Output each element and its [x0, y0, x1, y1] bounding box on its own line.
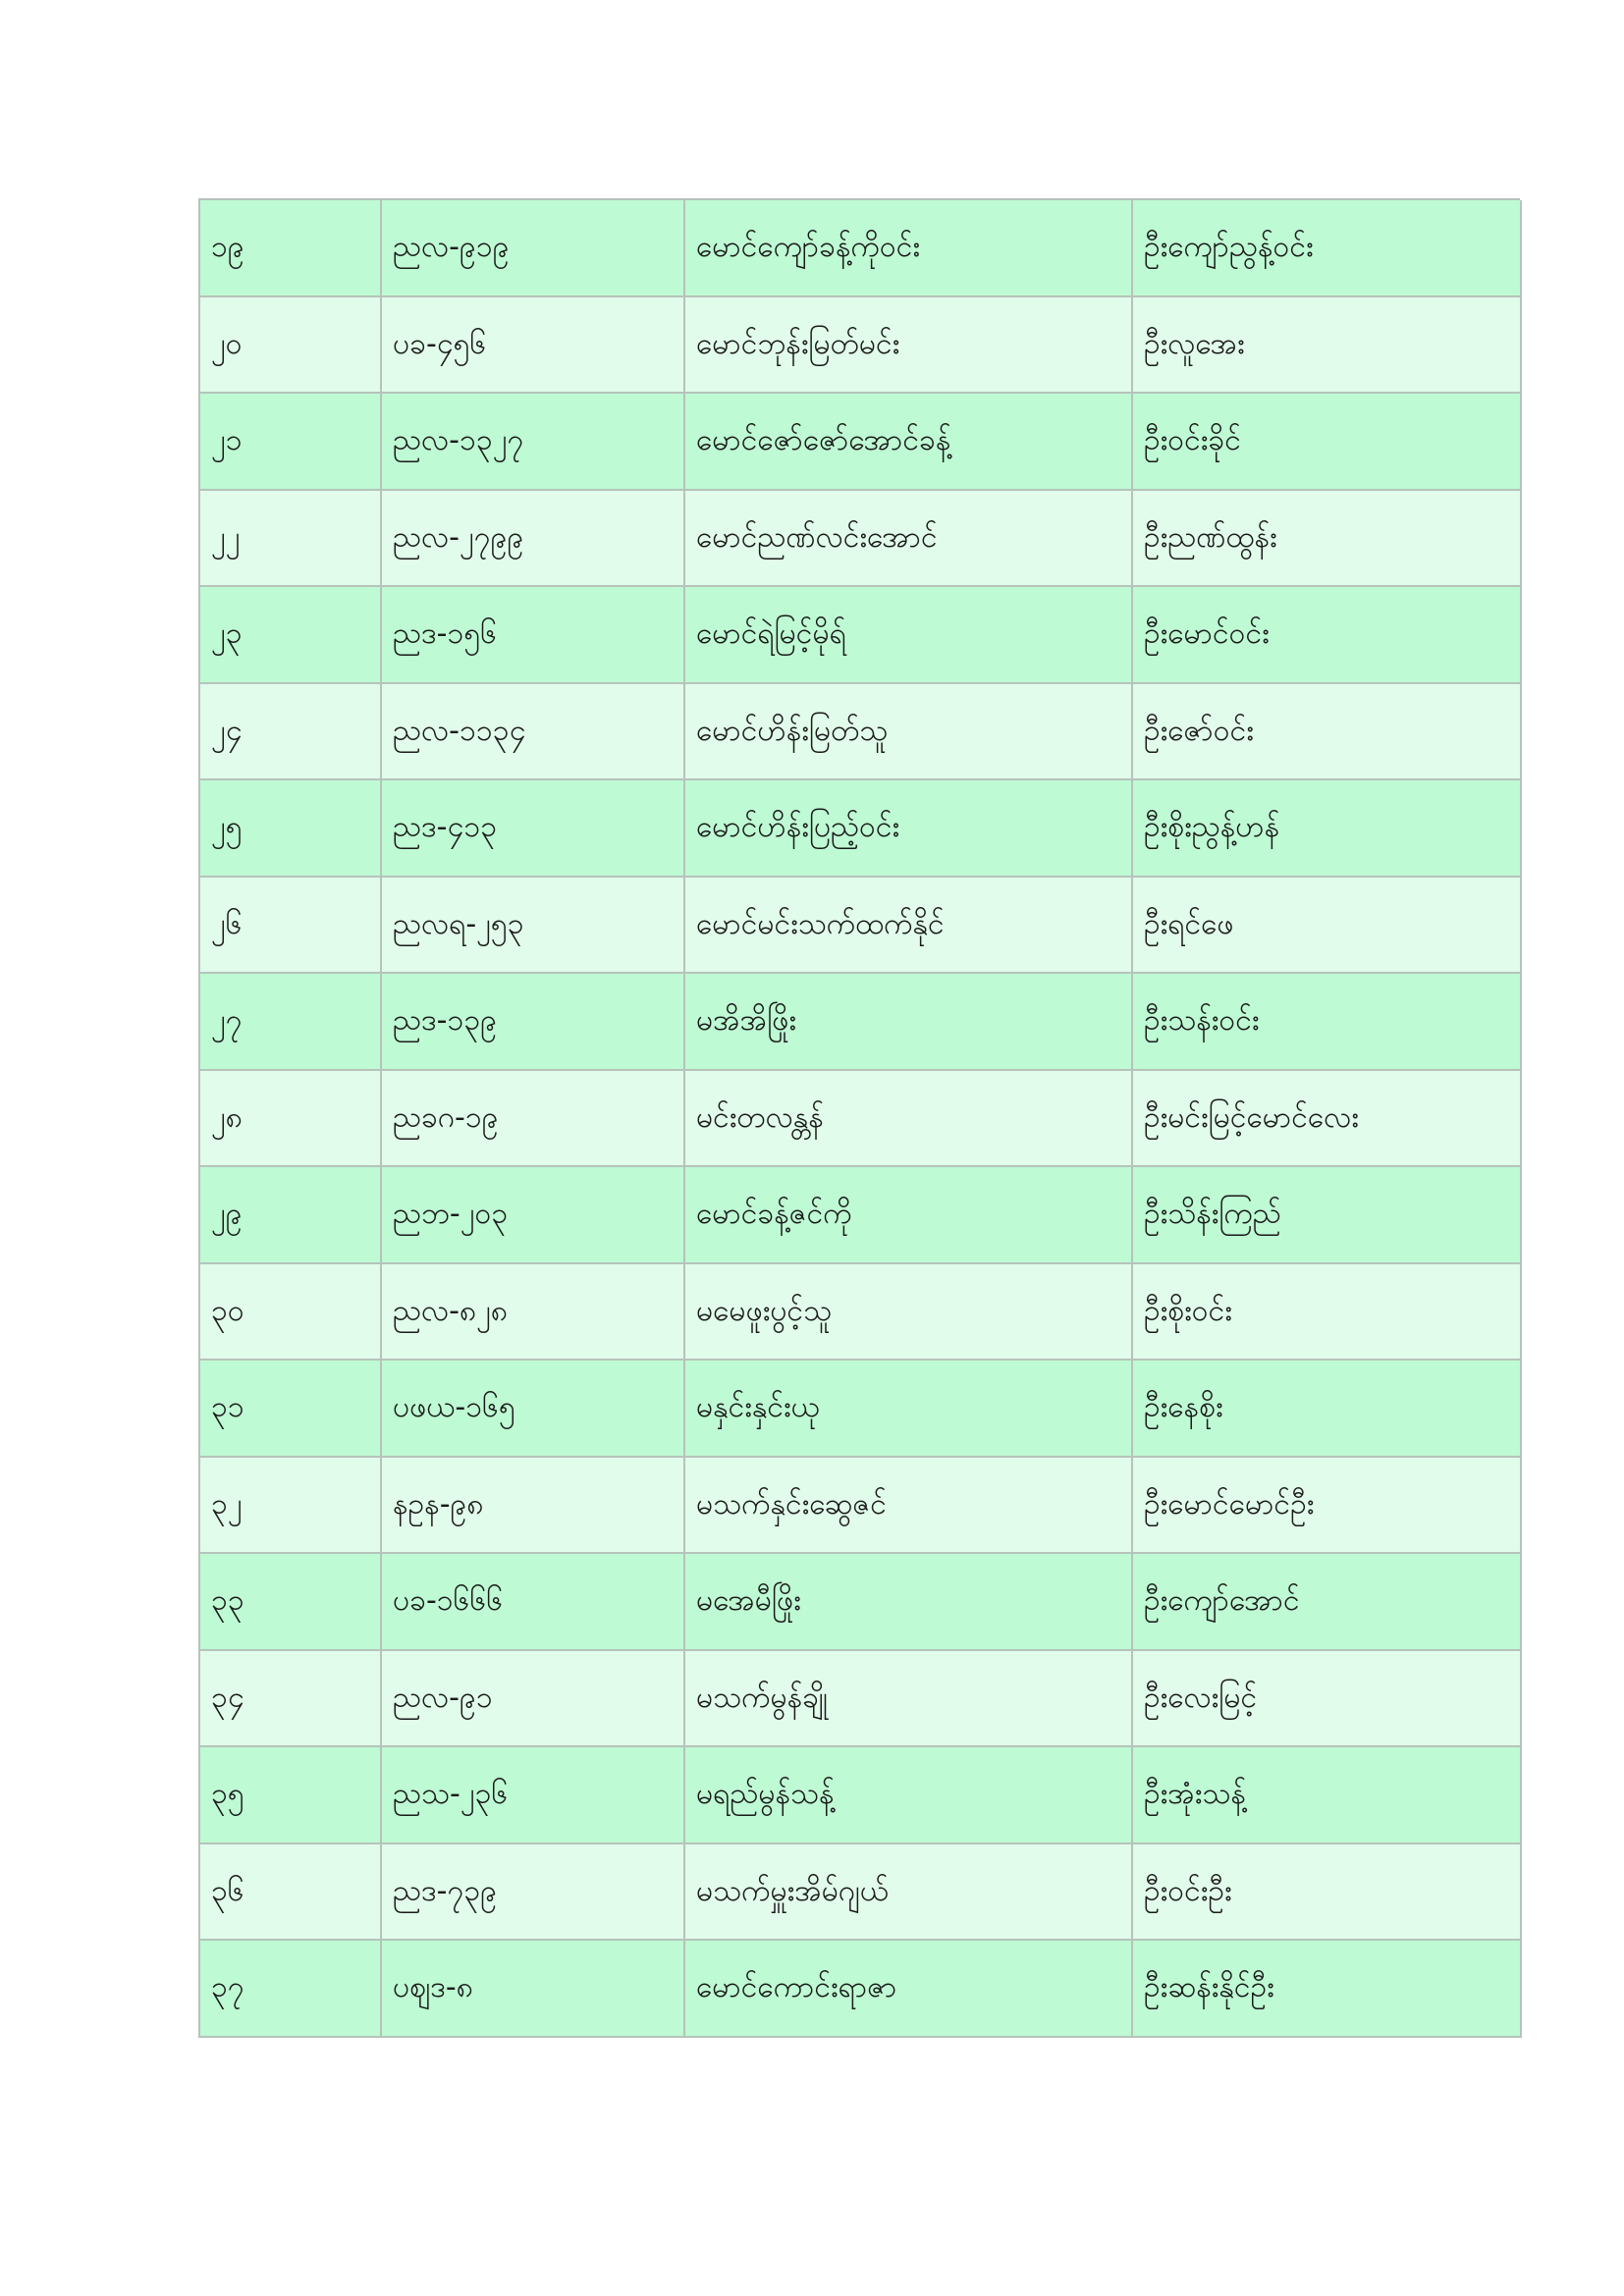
father-name-cell: ဦးကျော်ညွန့်ဝင်း [1133, 200, 1522, 297]
father-name-cell: ဦးဆန်းနိုင်ဦး [1133, 1941, 1522, 2038]
student-name-cell: မောင်ကောင်းရာဇာ [685, 1941, 1133, 2038]
row-number-cell: ၂၃ [200, 587, 382, 684]
row-number-cell: ၂၅ [200, 780, 382, 878]
row-number-cell: ၃၅ [200, 1747, 382, 1844]
nrc-cell: ညဒ-၄၁၃ [382, 780, 685, 878]
father-name-cell: ဦးစိုးဝင်း [1133, 1264, 1522, 1362]
father-name-cell: ဦးဝင်းဦး [1133, 1844, 1522, 1942]
student-name-cell: မအေမီဖြိုး [685, 1554, 1133, 1651]
student-name-cell: မနှင်းနှင်းယု [685, 1361, 1133, 1458]
row-number-cell: ၂၆ [200, 878, 382, 975]
nrc-cell: ညလ-၉၁ [382, 1651, 685, 1748]
row-number-cell: ၂၇ [200, 974, 382, 1071]
father-name-cell: ဦးနေစိုး [1133, 1361, 1522, 1458]
nrc-cell: ညလ-၂၇၉၉ [382, 491, 685, 588]
nrc-cell: ညဒ-၇၃၉ [382, 1844, 685, 1942]
row-number-cell: ၃၇ [200, 1941, 382, 2038]
row-number-cell: ၂၈ [200, 1071, 382, 1168]
nrc-cell: ညလရ-၂၅၃ [382, 878, 685, 975]
father-name-cell: ဦးဝင်းခိုင် [1133, 394, 1522, 491]
father-name-cell: ဦးရင်ဖေ [1133, 878, 1522, 975]
student-name-cell: မင်းတလန္တန် [685, 1071, 1133, 1168]
row-number-cell: ၂၂ [200, 491, 382, 588]
father-name-cell: ဦးလေးမြင့် [1133, 1651, 1522, 1748]
row-number-cell: ၁၉ [200, 200, 382, 297]
father-name-cell: ဦးလူအေး [1133, 297, 1522, 395]
nrc-cell: ညဘ-၂၀၃ [382, 1167, 685, 1264]
nrc-cell: ညသ-၂၃၆ [382, 1747, 685, 1844]
nrc-cell: ညလ-၉၁၉ [382, 200, 685, 297]
student-name-cell: မရည်မွန်သန့် [685, 1747, 1133, 1844]
student-name-cell: မအိအိဖြိုး [685, 974, 1133, 1071]
father-name-cell: ဦးမင်းမြင့်မောင်လေး [1133, 1071, 1522, 1168]
student-name-cell: မောင်မင်းသက်ထက်နိုင် [685, 878, 1133, 975]
row-number-cell: ၃၁ [200, 1361, 382, 1458]
nrc-cell: ညလ-၈၂၈ [382, 1264, 685, 1362]
student-name-cell: မသက်မွန်ချို [685, 1651, 1133, 1748]
father-name-cell: ဦးသိန်းကြည် [1133, 1167, 1522, 1264]
row-number-cell: ၃၀ [200, 1264, 382, 1362]
student-name-cell: မောင်ဇော်ဇော်အောင်ခန့် [685, 394, 1133, 491]
student-name-cell: မောင်ရဲမြင့်မိုရ် [685, 587, 1133, 684]
row-number-cell: ၃၂ [200, 1458, 382, 1555]
student-name-cell: မောင်ခန့်ဇင်ကို [685, 1167, 1133, 1264]
nrc-cell: ညဒ-၁၅၆ [382, 587, 685, 684]
father-name-cell: ဦးသန်းဝင်း [1133, 974, 1522, 1071]
father-name-cell: ဦးညဏ်ထွန်း [1133, 491, 1522, 588]
nrc-cell: ညလ-၁၁၃၄ [382, 684, 685, 781]
nrc-cell: ပဈဒ-၈ [382, 1941, 685, 2038]
student-name-cell: မောင်ဘုန်းမြတ်မင်း [685, 297, 1133, 395]
student-name-cell: မသက်မှူးအိမ်ဂျယ် [685, 1844, 1133, 1942]
row-number-cell: ၃၄ [200, 1651, 382, 1748]
row-number-cell: ၃၆ [200, 1844, 382, 1942]
nrc-cell: ညလ-၁၃၂၇ [382, 394, 685, 491]
nrc-cell: ညခဂ-၁၉ [382, 1071, 685, 1168]
row-number-cell: ၂၄ [200, 684, 382, 781]
row-number-cell: ၃၃ [200, 1554, 382, 1651]
nrc-cell: ပခ-၄၅၆ [382, 297, 685, 395]
father-name-cell: ဦးမောင်ဝင်း [1133, 587, 1522, 684]
father-name-cell: ဦးအုံးသန့် [1133, 1747, 1522, 1844]
nrc-cell: ပဖယ-၁၆၅ [382, 1361, 685, 1458]
row-number-cell: ၂၁ [200, 394, 382, 491]
father-name-cell: ဦးစိုးညွန့်ဟန် [1133, 780, 1522, 878]
student-name-cell: မသက်နှင်းဆွေဇင် [685, 1458, 1133, 1555]
student-name-cell: မောင်ဟိန်းမြတ်သူ [685, 684, 1133, 781]
student-name-cell: မောင်ညဏ်လင်းအောင် [685, 491, 1133, 588]
student-name-cell: မောင်ကျော်ခန့်ကိုဝင်း [685, 200, 1133, 297]
father-name-cell: ဦးကျော်အောင် [1133, 1554, 1522, 1651]
student-name-cell: မောင်ဟိန်းပြည့်ဝင်း [685, 780, 1133, 878]
nrc-cell: ညဒ-၁၃၉ [382, 974, 685, 1071]
father-name-cell: ဦးဇော်ဝင်း [1133, 684, 1522, 781]
nrc-cell: နဥန-၉၈ [382, 1458, 685, 1555]
student-table [198, 198, 1520, 2038]
father-name-cell: ဦးမောင်မောင်ဦး [1133, 1458, 1522, 1555]
row-number-cell: ၂၉ [200, 1167, 382, 1264]
nrc-cell: ပခ-၁၆၆၆ [382, 1554, 685, 1651]
student-name-cell: မမေဖူးပွင့်သူ [685, 1264, 1133, 1362]
row-number-cell: ၂၀ [200, 297, 382, 395]
